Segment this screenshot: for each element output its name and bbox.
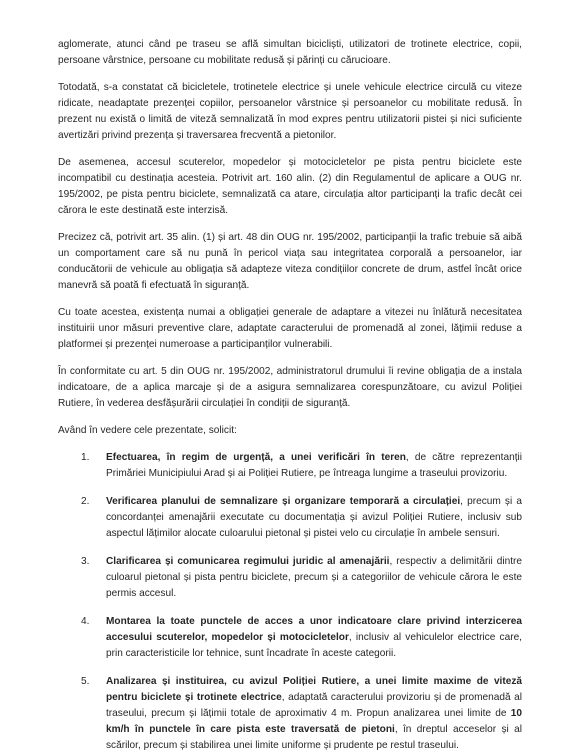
paragraph-request-intro: Având în vedere cele prezentate, solicit:	[58, 425, 237, 436]
request-rest-secondary: , în dreptul acceselor și al scărilor, precum și stabilirea unei limite uniforme și prudente pe restul traseului.	[106, 724, 522, 751]
request-rest: , adaptată caracterului provizoriu și de promenadă al traseului, precum și lățimii totale de aproximativ 4 m. Propun analizarea unei limite de	[106, 692, 522, 719]
request-item	[58, 674, 522, 754]
request-item	[58, 614, 522, 662]
paragraph-access-issue: De asemenea, accesul scuterelor, mopedelor și motocicletelor pe pista pentru biciclete este incompatibil cu destinația acesteia. Potrivit art. 160 alin. (2) din Regulamentul de aplicare a OUG nr. 195/2002, pe pista pentru biciclete, semnalizată ca atare, circulația altor participanți la trafic decât cei cărora le este destinată este interzisă.	[58, 157, 522, 216]
paragraph-legal-basis: Precizez că, potrivit art. 35 alin. (1) și art. 48 din OUG nr. 195/2002, participanții la trafic trebuie să aibă un comportament care să nu pună în pericol viața sau integritatea corporală a persoanelor, iar conducătorii de vehicule au obligația să adapteze viteza condițiilor concrete de drum, astfel încât orice manevră să poată fi efectuată în siguranță.	[58, 232, 522, 291]
paragraph-administrator-obligation: În conformitate cu art. 5 din OUG nr. 195/2002, administratorul drumului îi revine obligația de a instala indicatoare, de a aplica marcaje și de a asigura semnalizarea corespunzătoare, cu avizul Poliției Rutiere, în vederea desfășurării circulației în condiții de siguranță.	[58, 366, 522, 409]
request-text	[106, 674, 522, 754]
request-bold: Analizarea și instituirea, cu avizul Poliției Rutiere, a unei limite maxime de viteză pentru biciclete și trotinete electrice	[106, 676, 522, 703]
request-rest: , de către reprezentanții Primăriei Municipiului Arad și ai Poliției Rutiere, pe întreaga lungime a traseului provizoriu.	[106, 452, 522, 479]
request-number: 2.	[81, 496, 90, 507]
request-rest: , precum și a concordanței amenajării executate cu documentația și avizul Poliției Rutiere, inclusiv sub aspectul lățimilor alocate culoarului pietonal și pistei velo cu circulație în ambele sensuri.	[106, 496, 522, 539]
request-item	[58, 494, 522, 542]
request-number: 4.	[81, 616, 90, 627]
request-text	[106, 614, 522, 662]
request-number: 5.	[81, 676, 90, 687]
paragraph-context: aglomerate, atunci când pe traseu se află simultan bicicliști, utilizatori de trotinete electrice, copii, persoane vârstnice, persoane cu mobilitate redusă și părinți cu cărucioare.	[58, 39, 522, 66]
request-bold: Montarea la toate punctele de acces a unor indicatoare clare privind interzicerea accesului scuterelor, mopedelor și motocicletelor	[106, 616, 522, 643]
request-bold: Clarificarea și comunicarea regimului juridic al amenajării	[106, 556, 390, 567]
request-text	[106, 494, 522, 542]
request-number: 3.	[81, 556, 90, 567]
request-rest: , inclusiv al vehiculelor electrice care, prin caracteristicile lor tehnice, sunt încadrate în aceste categorii.	[106, 632, 522, 659]
request-item	[58, 554, 522, 602]
request-bold: Efectuarea, în regim de urgență, a unei verificări în teren	[106, 452, 406, 463]
request-list	[58, 450, 522, 754]
request-text	[106, 554, 522, 602]
request-rest: , respectiv a delimitării dintre culoarul pietonal și pista pentru biciclete, precum și a categoriilor de vehicule cărora le este permis accesul.	[106, 556, 522, 599]
request-bold: Verificarea planului de semnalizare și organizare temporară a circulației	[106, 496, 461, 507]
paragraph-preventive-measures: Cu toate acestea, existența numai a obligației generale de adaptare a vitezei nu înlătură necesitatea instituirii unor măsuri preventive clare, adaptate caracterului de promenadă al zonei, lățimii reduse a platformei și prezenței numeroase a participanților vulnerabili.	[58, 307, 522, 350]
paragraph-speed-issue: Totodată, s-a constatat că bicicletele, trotinetele electrice și unele vehicule electrice circulă cu viteze ridicate, neadaptate prezenței copiilor, persoanelor vârstnice și persoanelor cu mobilitate redusă. În prezent nu există o limită de viteză semnalizată în mod expres pentru utilizatorii pistei și nici suficiente avertizări privind prezența și traversarea frecventă a pietonilor.	[58, 82, 522, 141]
request-text	[106, 450, 522, 482]
request-number: 1.	[81, 452, 90, 463]
request-item	[58, 450, 522, 482]
request-bold-secondary: 10 km/h în punctele în care pista este traversată de pietoni	[106, 708, 522, 735]
